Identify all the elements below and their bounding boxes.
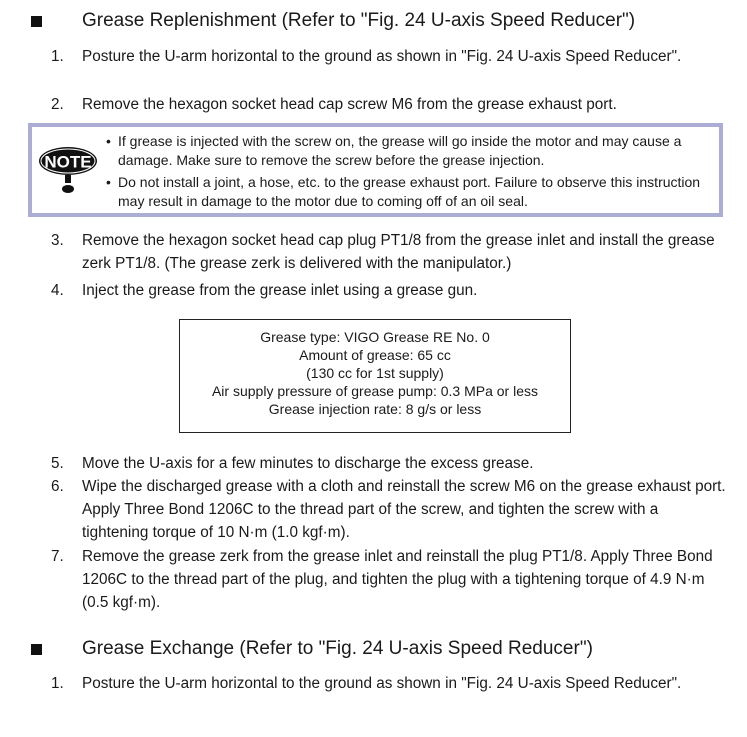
- spec-first-supply: (130 cc for 1st supply): [306, 365, 444, 381]
- step-number: 1.: [51, 675, 64, 692]
- step-number: 7.: [51, 548, 64, 565]
- heading-text: Grease Exchange (Refer to "Fig. 24 U-axis Speed Reducer"): [82, 638, 593, 659]
- square-bullet-icon: [31, 16, 42, 27]
- note-text: If grease is injected with the screw on, the grease will go inside the motor and may cause a damage. Make sure to remove the screw before the grease injection.: [118, 133, 682, 168]
- spec-air-pressure: Air supply pressure of grease pump: 0.3 MPa or less: [211, 383, 539, 399]
- note-bullet: •: [106, 174, 111, 190]
- section-heading-grease-replenishment: [0, 8, 747, 38]
- note-bullet: •: [106, 133, 111, 149]
- spec-injection-rate: Grease injection rate: 8 g/s or less: [268, 401, 482, 417]
- spec-amount: Amount of grease: 65 cc: [299, 347, 451, 363]
- spec-grease-type: Grease type: VIGO Grease RE No. 0: [260, 329, 490, 345]
- step-number: 4.: [51, 282, 64, 299]
- step-text: Wipe the discharged grease with a cloth and reinstall the screw M6 on the grease exhaust port. Apply Three Bond 1206C to the thread part of the screw, and tighten the screw with a tightening torque of 10 N·m (1.0 kgf·m).: [82, 478, 726, 541]
- step-number: 3.: [51, 232, 64, 249]
- note-icon-label: NOTE: [44, 152, 92, 172]
- step-text: Posture the U-arm horizontal to the ground as shown in "Fig. 24 U-axis Speed Reducer".: [82, 48, 682, 65]
- square-bullet-icon: [31, 644, 42, 655]
- step-number: 2.: [51, 96, 64, 113]
- note-icon: [38, 139, 100, 197]
- step-number: 1.: [51, 48, 64, 65]
- step-text: Move the U-axis for a few minutes to discharge the excess grease.: [82, 455, 534, 472]
- section-heading-grease-exchange: [0, 636, 747, 666]
- note-text: Do not install a joint, a hose, etc. to the grease exhaust port. Failure to observe this instruction may result in damage to the motor due to coming off of an oil seal.: [118, 174, 701, 209]
- step-number: 6.: [51, 478, 64, 495]
- step-text: Inject the grease from the grease inlet using a grease gun.: [82, 282, 478, 299]
- note-box: [28, 123, 723, 217]
- heading-text: Grease Replenishment (Refer to "Fig. 24 U-axis Speed Reducer"): [82, 10, 636, 31]
- step-text: Posture the U-arm horizontal to the ground as shown in "Fig. 24 U-axis Speed Reducer".: [82, 675, 682, 692]
- step-text: Remove the grease zerk from the grease inlet and reinstall the plug PT1/8. Apply Three Bond 1206C to the thread part of the plug, and tighten the plug with a tightening torque of 4.9 N·m (0.5 kgf·m).: [82, 548, 713, 611]
- step-text: Remove the hexagon socket head cap plug PT1/8 from the grease inlet and install the grease zerk PT1/8. (The grease zerk is delivered with the manipulator.): [82, 232, 715, 272]
- step-number: 5.: [51, 455, 64, 472]
- grease-spec-box: [179, 319, 571, 433]
- step-text: Remove the hexagon socket head cap screw M6 from the grease exhaust port.: [82, 96, 617, 113]
